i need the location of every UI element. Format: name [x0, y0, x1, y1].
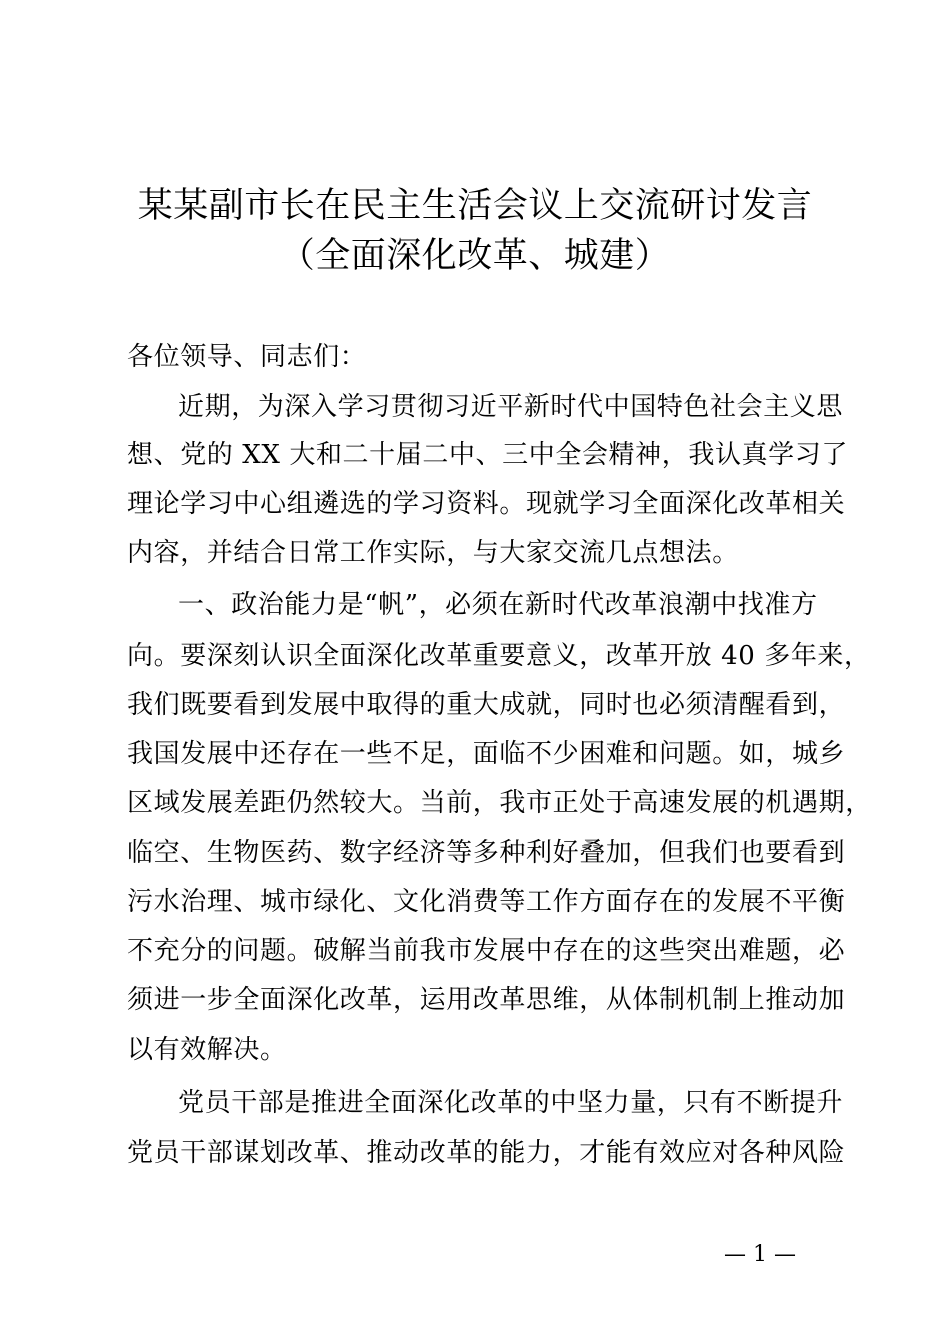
body-line: 不充分的问题。破解当前我市发展中存在的这些突出难题，必	[127, 936, 846, 966]
document-title-line-2: （全面深化改革、城建）	[279, 236, 671, 276]
body-line: 我国发展中还存在一些不足，面临不少困难和问题。如，城乡	[127, 739, 846, 769]
body-line: 向。要深刻认识全面深化改革重要意义，改革开放 40 多年来，	[127, 641, 871, 671]
document-title-line-1: 某某副市长在民主生活会议上交流研讨发言	[137, 186, 813, 226]
body-line: 区域发展差距仍然较大。当前，我市正处于高速发展的机遇期，	[127, 788, 872, 818]
body-line: 以有效解决。	[127, 1035, 287, 1065]
body-line: 须进一步全面深化改革，运用改革思维，从体制机制上推动加	[127, 985, 846, 1015]
body-line: 近期，为深入学习贯彻习近平新时代中国特色社会主义思	[178, 392, 844, 422]
body-line: 我们既要看到发展中取得的重大成就，同时也必须清醒看到，	[127, 690, 846, 720]
body-line: 内容，并结合日常工作实际，与大家交流几点想法。	[127, 538, 739, 568]
page-number: — 1 —	[724, 1242, 796, 1267]
body-line: 临空、生物医药、数字经济等多种利好叠加，但我们也要看到	[127, 838, 846, 868]
body-line: 污水治理、城市绿化、文化消费等工作方面存在的发展不平衡	[127, 887, 846, 917]
body-line: 理论学习中心组遴选的学习资料。现就学习全面深化改革相关	[127, 489, 846, 519]
section-heading-line: 一、政治能力是“帆”，必须在新时代改革浪潮中找准方	[178, 590, 818, 620]
body-line: 党员干部谋划改革、推动改革的能力，才能有效应对各种风险	[127, 1138, 846, 1168]
salutation: 各位领导、同志们：	[127, 342, 367, 372]
body-line: 党员干部是推进全面深化改革的中坚力量，只有不断提升	[178, 1088, 844, 1118]
body-line: 想、党的 XX 大和二十届二中、三中全会精神，我认真学习了	[127, 440, 848, 470]
